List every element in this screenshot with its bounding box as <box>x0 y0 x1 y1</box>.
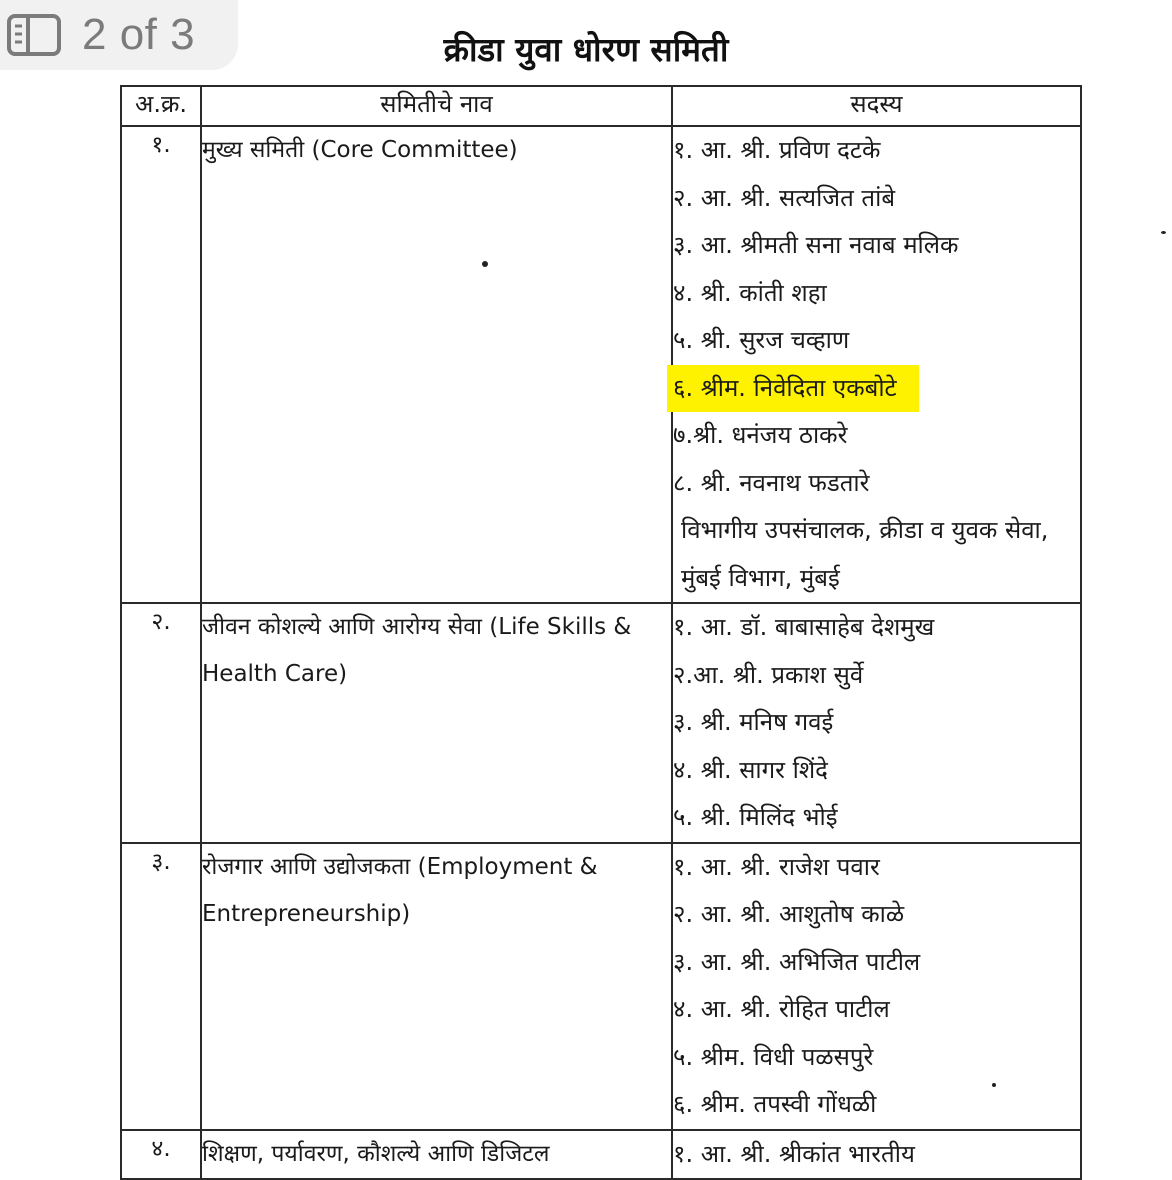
member-item: ४. आ. श्री. रोहित पाटील <box>673 995 890 1023</box>
table-row <box>121 126 1081 603</box>
serial-number: २. <box>121 603 201 843</box>
serial-number: ४. <box>121 1130 201 1180</box>
committee-table <box>120 85 1082 1180</box>
member-item: ६. श्रीम. तपस्वी गोंधळी <box>673 1090 877 1118</box>
member-item: ५. श्रीम. विधी पळसपुरे <box>673 1042 874 1071</box>
member-item: २. आ. श्री. सत्यजित तांबे <box>673 183 896 212</box>
member-item: ३. आ. श्री. अभिजित पाटील <box>673 947 921 976</box>
committee-name: शिक्षण, पर्यावरण, कौशल्ये आणि डिजिटल <box>201 1130 672 1180</box>
serial-number: ३. <box>121 843 201 1130</box>
member-item: २. आ. श्री. आशुतोष काळे <box>673 900 905 928</box>
member-item: ४. श्री. कांती शहा <box>673 278 827 307</box>
member-list <box>672 603 1081 843</box>
table-header-row <box>121 86 1081 126</box>
member-item: ३. श्री. मनिष गवई <box>673 708 834 736</box>
committee-name: रोजगार आणि उद्योजकता (Employment & Entrepreneurship) <box>201 843 672 1130</box>
header-committee-name: समितीचे नाव <box>201 86 672 126</box>
member-item: ८. श्री. नवनाथ फडतारे <box>673 468 870 497</box>
header-serial: अ.क्र. <box>121 86 201 126</box>
member-list <box>672 126 1081 603</box>
table-row <box>121 603 1081 843</box>
member-item: ३. आ. श्रीमती सना नवाब मलिक <box>673 231 959 259</box>
document-title: क्रीडा युवा धोरण समिती <box>443 30 729 69</box>
scan-speck <box>482 261 488 267</box>
header-members: सदस्य <box>672 86 1081 126</box>
member-note: विभागीय उपसंचालक, क्रीडा व युवक सेवा, मुंबई विभाग, मुंबई <box>681 516 1049 592</box>
table-row <box>121 843 1081 1130</box>
member-item: १. आ. श्री. राजेश पवार <box>673 852 880 881</box>
member-item: ५. श्री. सुरज चव्हाण <box>673 326 850 354</box>
member-item: ७.श्री. धनंजय ठाकरे <box>673 421 848 449</box>
committee-name: जीवन कोशल्ये आणि आरोग्य सेवा (Life Skills & Health Care) <box>201 603 672 843</box>
committee-name: मुख्य समिती (Core Committee) <box>201 126 672 603</box>
member-item: १. आ. श्री. श्रीकांत भारतीय <box>673 1139 915 1168</box>
member-item: १. आ. डॉ. बाबासाहेब देशमुख <box>673 613 935 641</box>
member-list <box>672 843 1081 1130</box>
page-count-label: 2 of 3 <box>82 10 196 59</box>
scan-speck <box>992 1083 996 1087</box>
member-item: १. आ. श्री. प्रविण दटके <box>673 136 881 164</box>
scan-speck <box>1161 231 1166 234</box>
member-item: ५. श्री. मिलिंद भोई <box>673 803 838 831</box>
member-item: ४. श्री. सागर शिंदे <box>673 755 828 784</box>
member-item: २.आ. श्री. प्रकाश सुर्वे <box>673 660 864 689</box>
serial-number: १. <box>121 126 201 603</box>
highlighted-member-item: ६. श्रीम. निवेदिता एकबोटे <box>667 365 919 413</box>
